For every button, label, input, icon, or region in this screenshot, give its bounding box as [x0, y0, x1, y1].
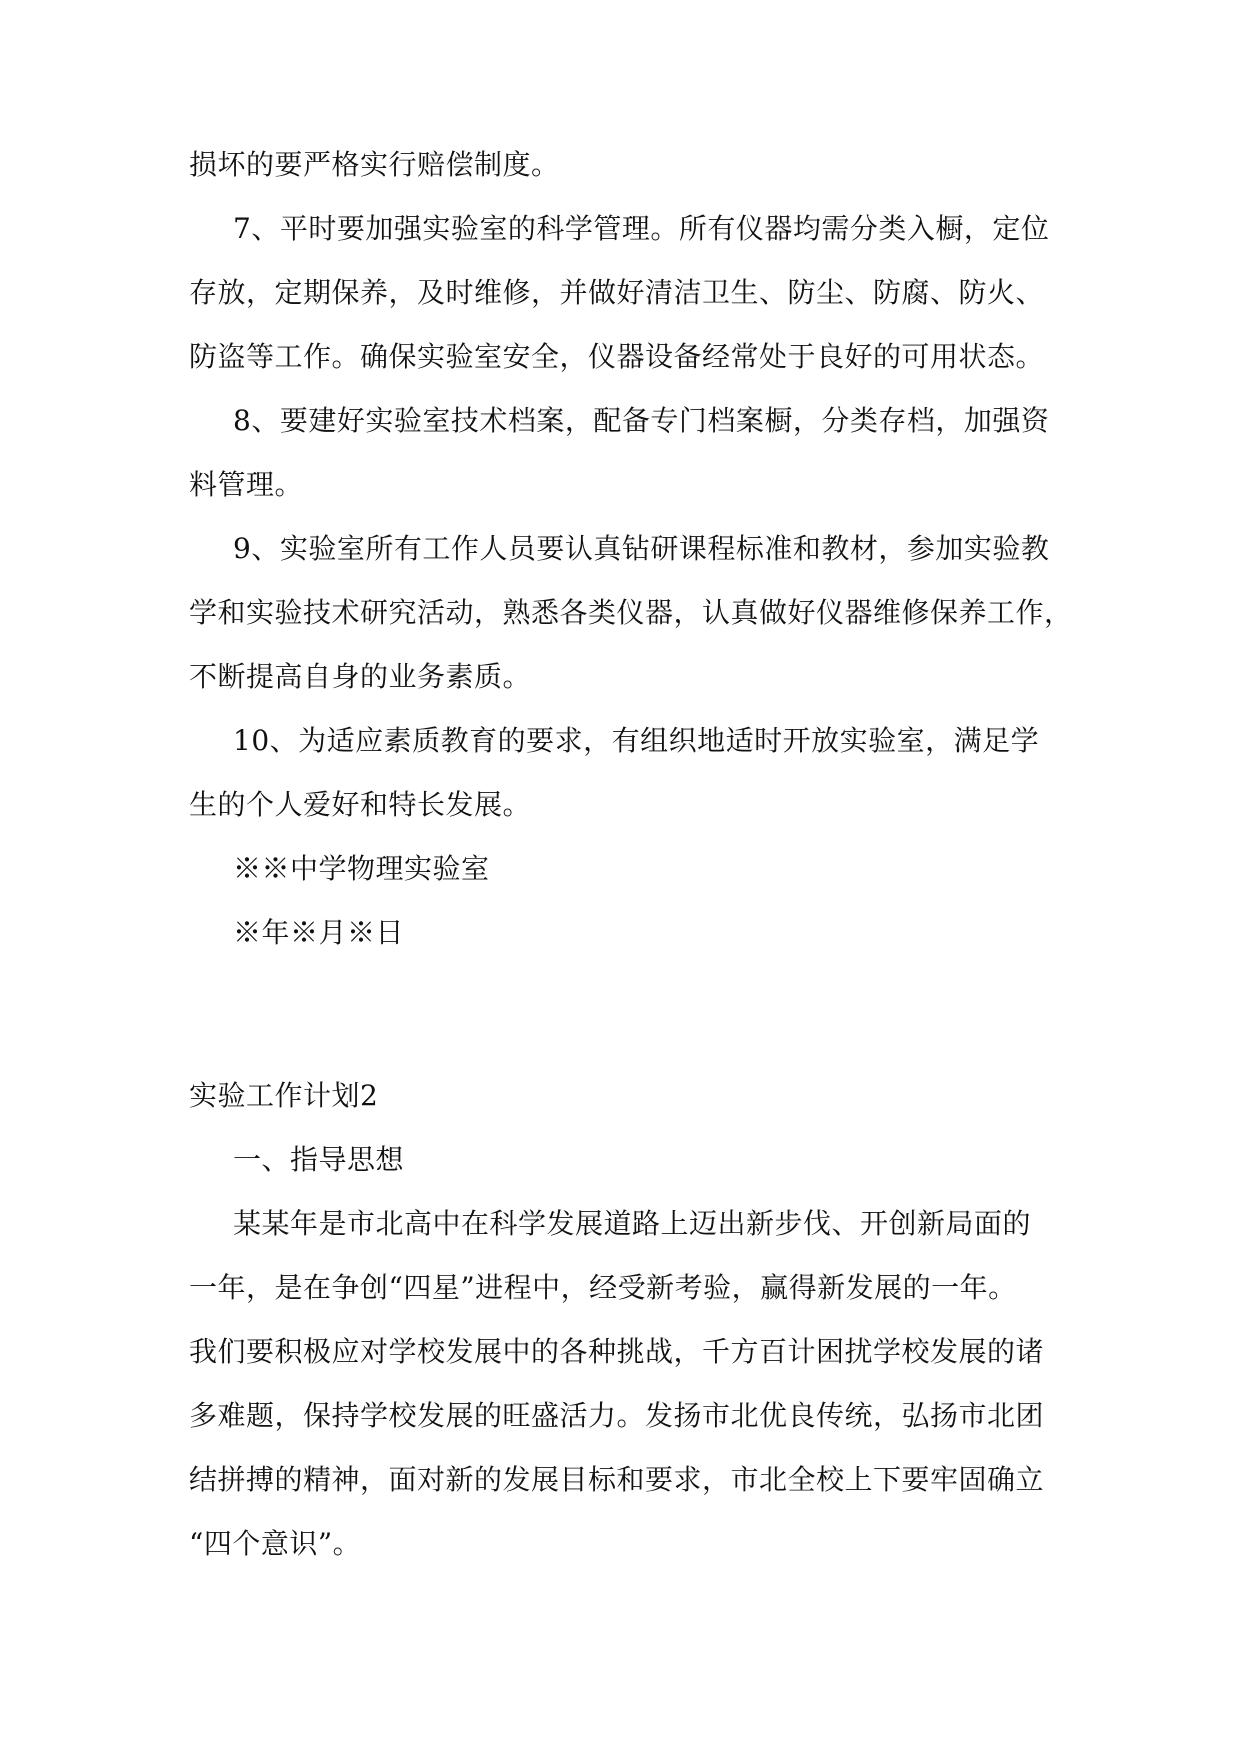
body-line: 多难题，保持学校发展的旺盛活力。发扬市北优良传统，弘扬市北团	[189, 1399, 1045, 1432]
body-line: 料管理。	[189, 468, 304, 501]
item-8-line: 8、要建好实验室技术档案，配备专门档案橱，分类存档，加强资	[233, 404, 1050, 437]
item-9-line: 9、实验室所有工作人员要认真钻研课程标准和教材，参加实验教	[233, 532, 1050, 565]
section-1-body	[189, 133, 1073, 965]
body-line: 我们要积极应对学校发展中的各种挑战，千方百计困扰学校发展的诸	[189, 1335, 1045, 1368]
body-line: 损坏的要严格实行赔偿制度。	[189, 148, 560, 181]
item-7-line: 7、平时要加强实验室的科学管理。所有仪器均需分类入橱，定位	[233, 212, 1050, 245]
signature-org: ※※中学物理实验室	[233, 852, 490, 885]
body-line: 一年，是在争创“四星”进程中，经受新考验，赢得新发展的一年。	[189, 1271, 1017, 1304]
section-2-body	[189, 1064, 1051, 1576]
section-title: 实验工作计划2	[189, 1079, 379, 1112]
body-line: 防盗等工作。确保实验室安全，仪器设备经常处于良好的可用状态。	[189, 340, 1045, 373]
body-line: 学和实验技术研究活动，熟悉各类仪器，认真做好仪器维修保养工作，	[189, 596, 1073, 629]
body-line: 不断提高自身的业务素质。	[189, 660, 532, 693]
body-line: “四个意识”。	[189, 1527, 362, 1560]
body-line: 存放，定期保养，及时维修，并做好清洁卫生、防尘、防腐、防火、	[189, 276, 1045, 309]
body-line: 结拼搏的精神，面对新的发展目标和要求，市北全校上下要牢固确立	[189, 1463, 1045, 1496]
subheading: 一、指导思想	[233, 1143, 405, 1176]
signature-date: ※年※月※日	[233, 916, 405, 949]
body-line: 某某年是市北高中在科学发展道路上迈出新步伐、开创新局面的	[233, 1207, 1032, 1240]
body-line: 生的个人爱好和特长发展。	[189, 788, 532, 821]
item-10-line: 10、为适应素质教育的要求，有组织地适时开放实验室，满足学	[233, 724, 1040, 757]
